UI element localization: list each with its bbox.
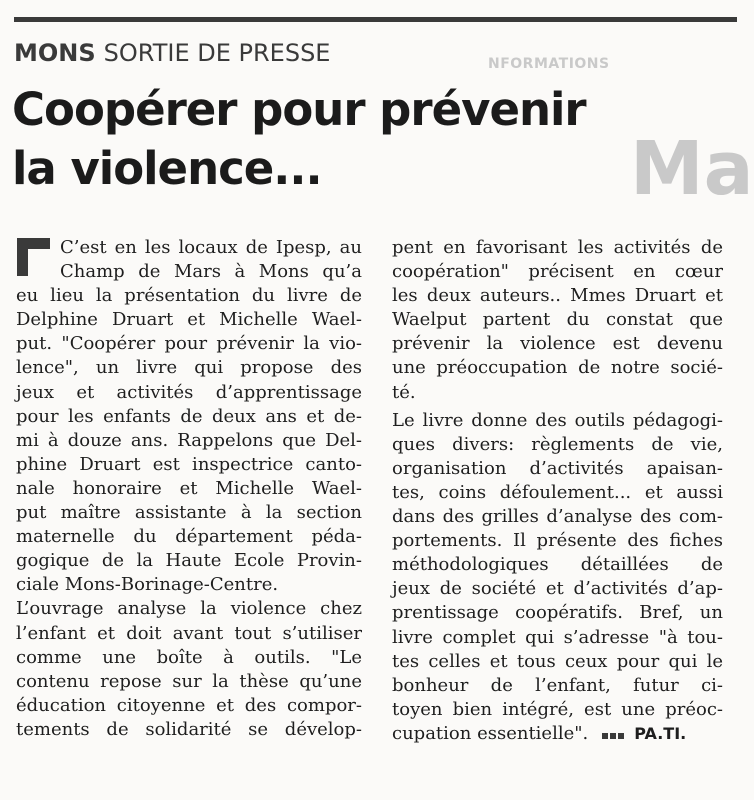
end-mark-icon xyxy=(602,722,626,746)
text-line: les deux auteurs.. Mmes Druart et xyxy=(392,285,723,307)
headline-line: Coopérer pour prévenir xyxy=(12,83,586,136)
text-line: Delphine Druart et Michelle Wael- xyxy=(16,309,362,331)
text-line: ques divers: règlements de vie, xyxy=(392,433,723,455)
text-line: livre complet qui s’adresse "à tou- xyxy=(392,626,723,648)
text-line: té. xyxy=(392,381,416,403)
text-line: une préoccupation de notre socié- xyxy=(392,357,723,379)
text-line: Waelput partent du constat que xyxy=(392,309,723,331)
text-line: eu lieu la présentation du livre de xyxy=(16,285,362,307)
text-line: éducation citoyenne et des compor- xyxy=(16,694,362,716)
text-line: tements de solidarité se dévelop- xyxy=(16,718,362,740)
text-line: put. "Coopérer pour prévenir la vio- xyxy=(16,333,362,355)
kicker-label: SORTIE DE PRESSE xyxy=(103,39,331,67)
text-line: pent en favorisant les activités de xyxy=(392,237,723,258)
text-line: Champ de Mars à Mons qu’a xyxy=(60,261,362,283)
text-line: ciale Mons-Borinage-Centre. xyxy=(16,574,279,596)
headline xyxy=(12,80,712,198)
adjacent-article-bleed: NFORMATIONS Ma xyxy=(488,56,754,212)
text-line: jeux de société et d’activités d’ap- xyxy=(392,578,723,600)
text-line: tes celles et tous ceux pour qui le xyxy=(392,650,723,672)
text-line: prentissage coopératifs. Bref, un xyxy=(392,602,723,624)
section-kicker xyxy=(14,38,330,68)
text-line: toyen bien intégré, est une préoc- xyxy=(392,698,723,720)
text-line: pour les enfants de deux ans et de- xyxy=(16,405,362,427)
text-line: prévenir la violence est devenu xyxy=(392,333,723,355)
top-rule xyxy=(14,17,737,22)
kicker-city: MONS xyxy=(14,39,96,67)
text-line: lence", un livre qui propose des xyxy=(16,357,362,379)
text-line: tes, coins défoulement... et aussi xyxy=(392,481,723,503)
text-line: bonheur de l’enfant, futur ci- xyxy=(392,674,723,696)
text-line: gogique de la Haute Ecole Provin- xyxy=(16,550,362,572)
text-line: Le livre donne des outils pédagogi- xyxy=(392,409,723,431)
text-line: nale honoraire et Michelle Wael- xyxy=(16,477,362,499)
article-column-right xyxy=(392,236,723,746)
text-line: maternelle du département péda- xyxy=(16,526,362,548)
text-line: portements. Il présente des fiches xyxy=(392,530,723,552)
closing-line xyxy=(392,722,723,746)
text-line: organisation d’activités apaisan- xyxy=(392,457,723,479)
text-line: dans des grilles d’analyse des com- xyxy=(392,506,723,528)
text-line: C’est en les locaux de Ipesp, au xyxy=(60,237,362,258)
article-column-left xyxy=(16,236,362,742)
byline: PA.TI. xyxy=(634,723,687,743)
text-line: l’enfant et doit avant tout s’utiliser xyxy=(16,622,362,644)
text-line: put maître assistante à la section xyxy=(16,502,362,524)
headline-line: la violence... xyxy=(12,142,322,195)
text-line: phine Druart est inspectrice canto- xyxy=(16,453,362,475)
text-line: méthodologiques détaillées de xyxy=(392,554,723,576)
text-line: mi à douze ans. Rappelons que Del- xyxy=(16,429,362,451)
text-line: cupation essentielle". xyxy=(392,722,589,744)
text-line: L’ouvrage analyse la violence chez xyxy=(16,598,362,620)
text-line: comme une boîte à outils. "Le xyxy=(16,646,362,668)
text-line: coopération" précisent en cœur xyxy=(392,261,723,283)
text-line: contenu repose sur la thèse qu’une xyxy=(16,670,362,692)
text-line: jeux et activités d’apprentissage xyxy=(16,381,362,403)
